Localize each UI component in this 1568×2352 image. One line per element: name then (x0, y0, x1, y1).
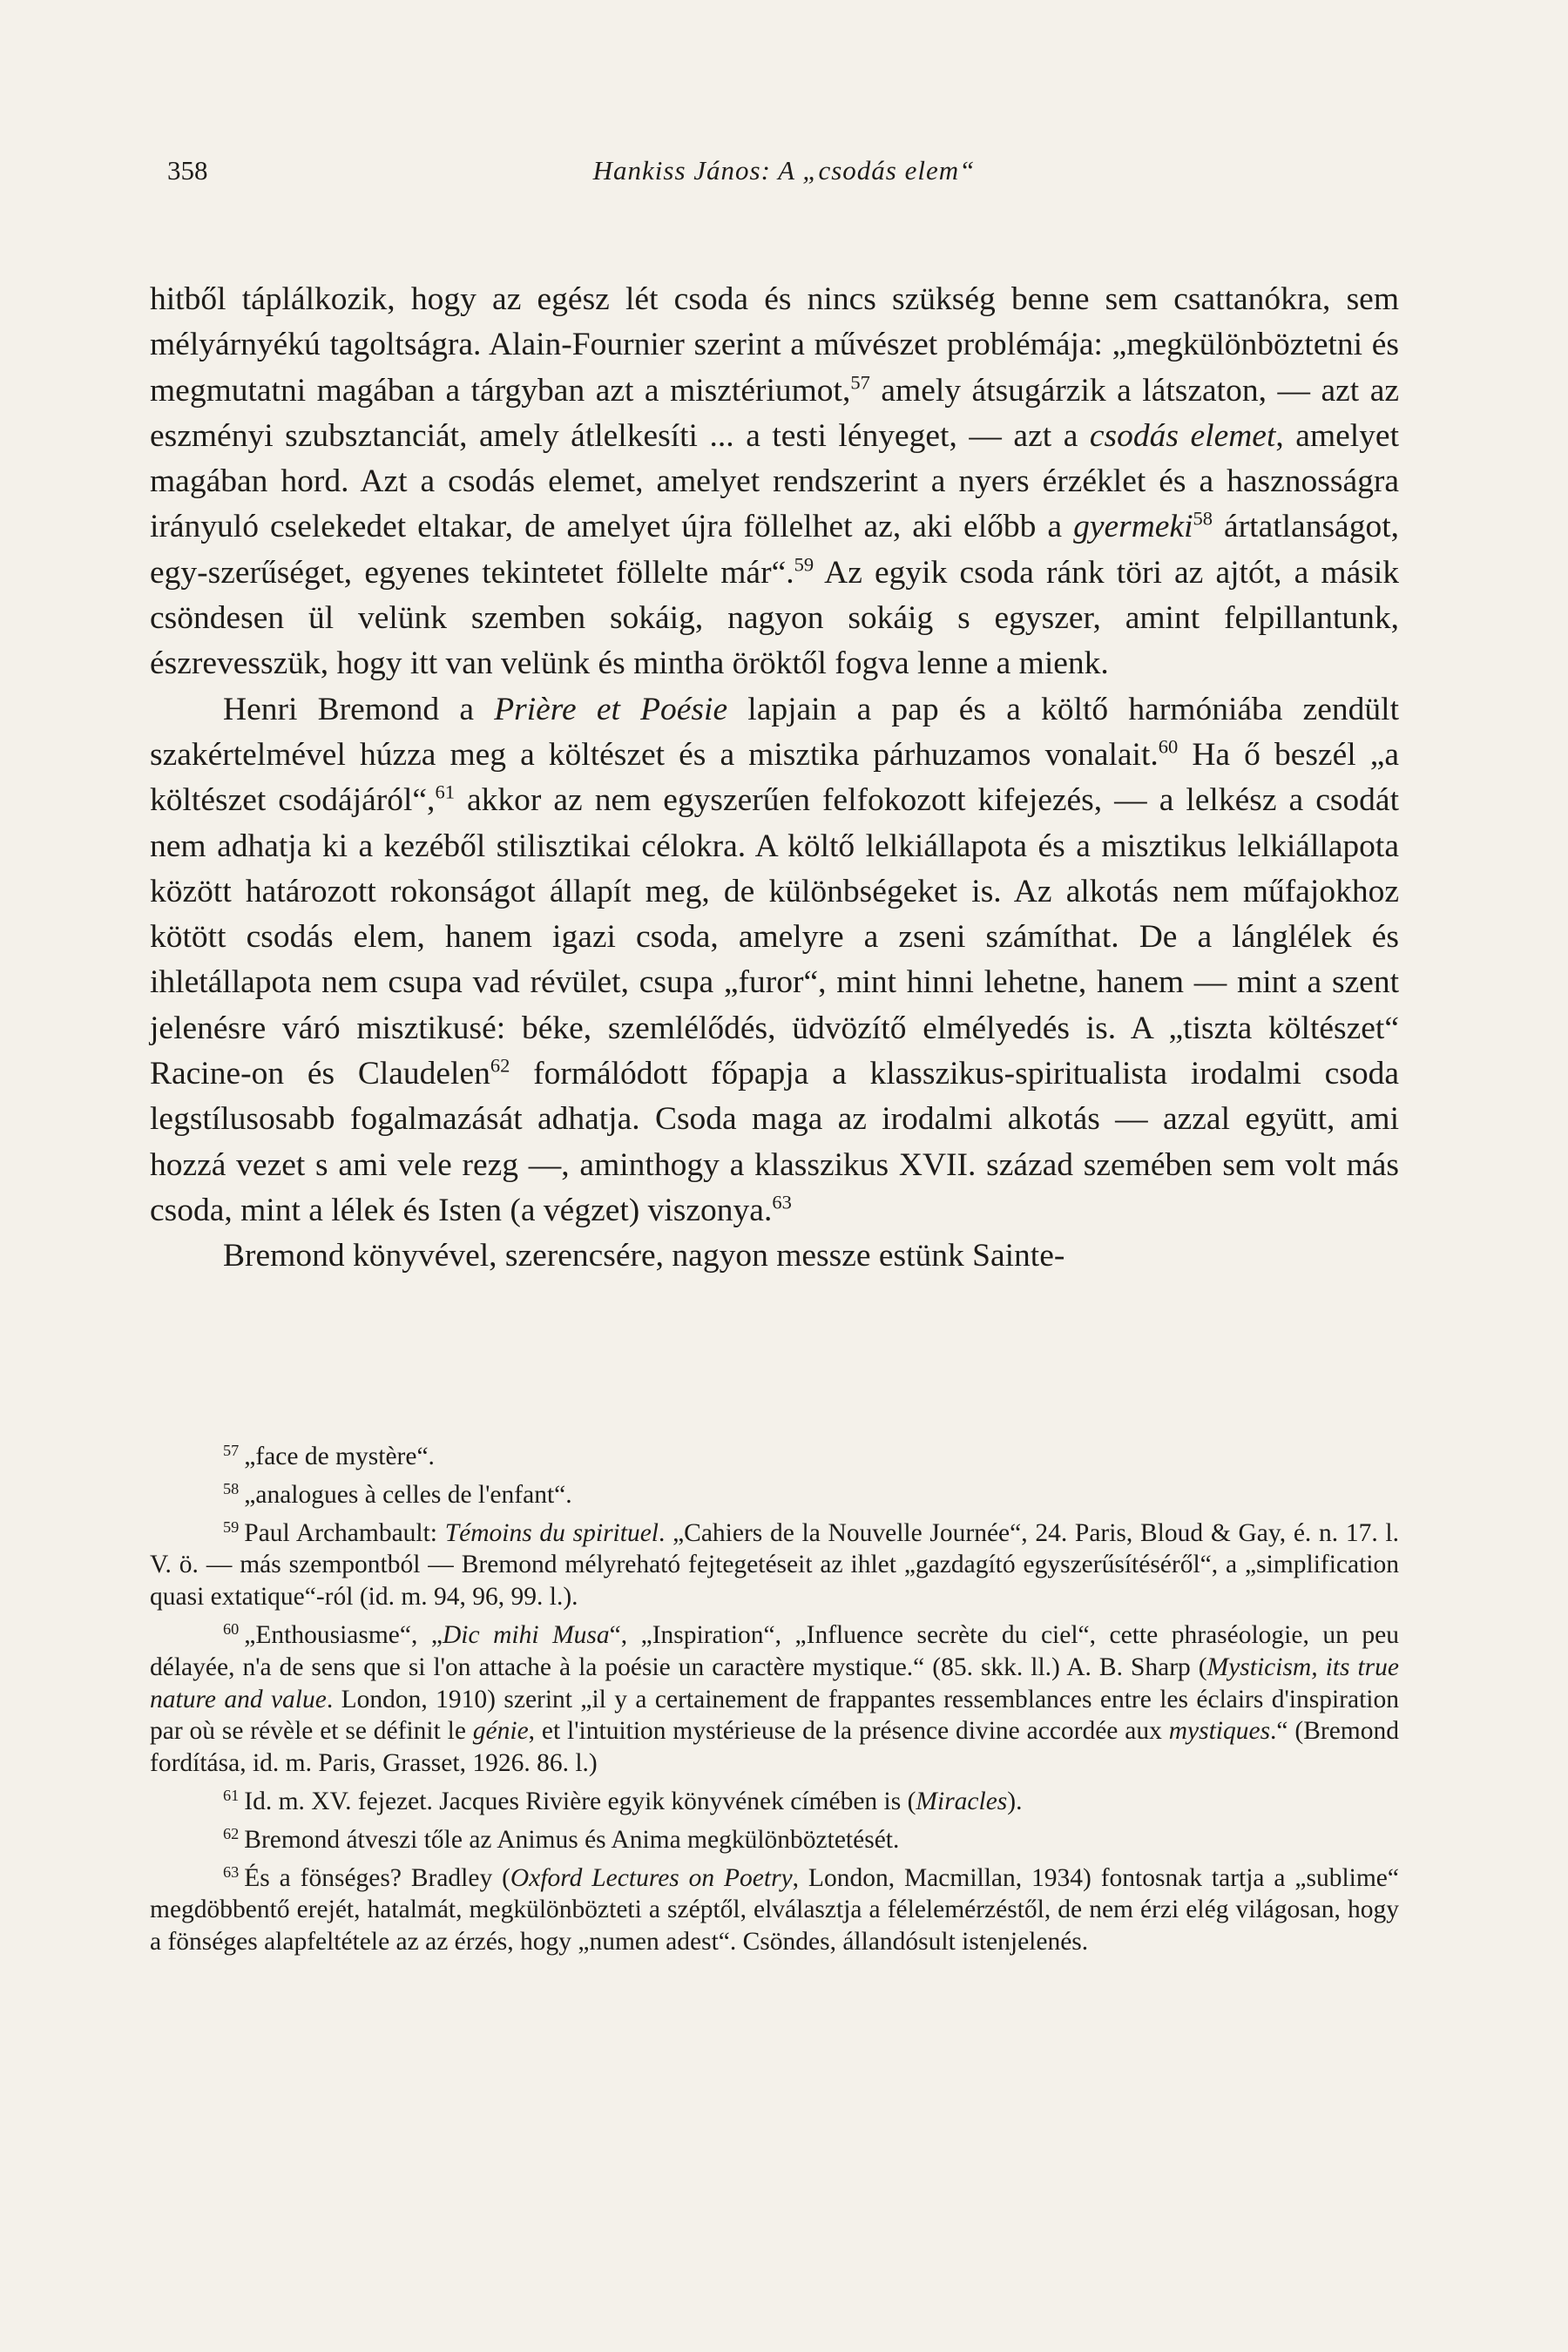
footnote-60: $^{60}$ „Enthousiasme“, „Dic mihi Musa“, „Inspiration“, „Influence secrète du ciel“, cette phraséologie, un peu délayée, n'a de sens que si l'on attache à la poésie un caractère mystique.“ (85. skk. ll.) A. B. Sharp (Mysticism, its true nature and value. London, 1910) szerint „il y a certainement de frappantes ressemblances entre les éclairs d'inspiration par où se révèle et se définit le génie, et l'intuition mystérieuse de la présence divine accordée aux mystiques.“ (Bremond fordítása, id. m. Paris, Grasset, 1926. 86. l.) (150, 1619, 1399, 1778)
running-title: Hankiss János: A „csodás elem“ (592, 155, 976, 186)
footnote-62: $^{62}$ Bremond átveszi tőle az Animus és Anima megkülönböztetését. (223, 1824, 900, 1854)
footnote-58: $^{58}$ „analogues à celles de l'enfant“. (223, 1479, 572, 1509)
footnotes (150, 1441, 1399, 1964)
paragraph-2: Henri Bremond a Prière et Poésie lapjain a pap és a költő harmóniába zendült szakértelmével húzza meg a költészet és a misztika párhuzamos vonalait.$^{60}$ Ha ő beszél „a költészet csodájáról“,$^{61}$ akkor az nem egyszerűen felfokozott kifejezés, — a lelkész a csodát nem adhatja ki a kezéből stilisztikai célokra. A költő lelkiállapota és a misztikus lelkiállapota között határozott rokonságot állapít meg, de különbségeket is. Az alkotás nem műfajokhoz kötött csodás elem, hanem igazi csoda, amelyre a zseni számíthat. De a lánglélek és ihletállapota nem csupa vad révület, csupa „furor“, mint hinni lehetne, hanem — mint a szent jelenésre váró misztikusé: béke, szemlélődés, üdvözítő elmélyedés is. A „tiszta költészet“ Racine-on és Claudelen$^{62}$ formálódott főpapja a klasszikus-spiritualista irodalmi csoda legstílusosabb fogalmazását adhatja. Csoda maga az irodalmi alkotás — azzal együtt, ami hozzá vezet s ami vele rezg —, aminthogy a klasszikus XVII. század szemében sem volt más csoda, mint a lélek és Isten (a végzet) viszonya.$^{63}$ (150, 691, 1399, 1228)
body-text (150, 277, 1399, 1280)
footnote-63: $^{63}$ És a fönséges? Bradley (Oxford Lectures on Poetry, London, Macmillan, 1934) fontosnak tartja a „sublime“ megdöbbentő erejét, hatalmát, megkülönbözteti a széptől, elválasztja a félelemérzéstől, de nem érzi elég világosan, hogy a fönséges alapfeltétele az az érzés, hogy „numen adest“. Csöndes, állandósult istenjelenés. (150, 1862, 1399, 1957)
footnote-59: $^{59}$ Paul Archambault: Témoins du spirituel. „Cahiers de la Nouvelle Journée“, 24. Paris, Bloud & Gay, é. n. 17. l. V. ö. — más szempontból — Bremond mélyreható fejtegetéseit az ihlet „gazdagító egyszerűsítéséről“, a „simplification quasi extatique“-ról (id. m. 94, 96, 99. l.). (150, 1517, 1399, 1612)
running-head (167, 155, 1401, 190)
footnote-ref-60: 60 (1158, 735, 1179, 758)
page-number: 358 (167, 155, 208, 186)
footnote-ref-59: 59 (794, 553, 814, 576)
footnote-ref-57: 57 (850, 371, 870, 394)
footnote-ref-63: 63 (772, 1191, 792, 1213)
footnote-ref-62: 62 (490, 1054, 510, 1077)
paragraph-1: hitből táplálkozik, hogy az egész lét csoda és nincs szükség benne sem csattanókra, sem mélyárnyékú tagoltságra. Alain-Fournier szerint a művészet problémája: „megkülönböztetni és megmutatni magában a tárgyban azt a misztériumot,$^{57}$ amely átsugárzik a látszaton, — azt az eszményi szubsztanciát, amely átlelkesíti ... a testi lényeget, — azt a csodás elemet, amelyet magában hord. Azt a csodás elemet, amelyet rendszerint a nyers érzéklet és a hasznosságra irányuló cselekedet eltakar, de amelyet újra föllelhet az, aki előbb a gyermeki$^{58}$ ártatlanságot, egy-szerűséget, egyenes tekintetet föllelte már“.$^{59}$ Az egyik csoda ránk töri az ajtót, a másik csöndesen ül velünk szemben sokáig, nagyon sokáig s egyszer, amint felpillantunk, észrevesszük, hogy itt van velünk és mintha öröktől fogva lenne a mienk. (150, 281, 1399, 682)
footnote-ref-61: 61 (435, 781, 455, 803)
footnote-57: $^{57}$ „face de mystère“. (223, 1441, 435, 1470)
footnote-61: $^{61}$ Id. m. XV. fejezet. Jacques Rivière egyik könyvének címében is (Miracles). (223, 1786, 1023, 1815)
footnote-ref-58: 58 (1193, 507, 1213, 530)
paragraph-3: Bremond könyvével, szerencsére, nagyon messze estünk Sainte- (223, 1238, 1065, 1274)
